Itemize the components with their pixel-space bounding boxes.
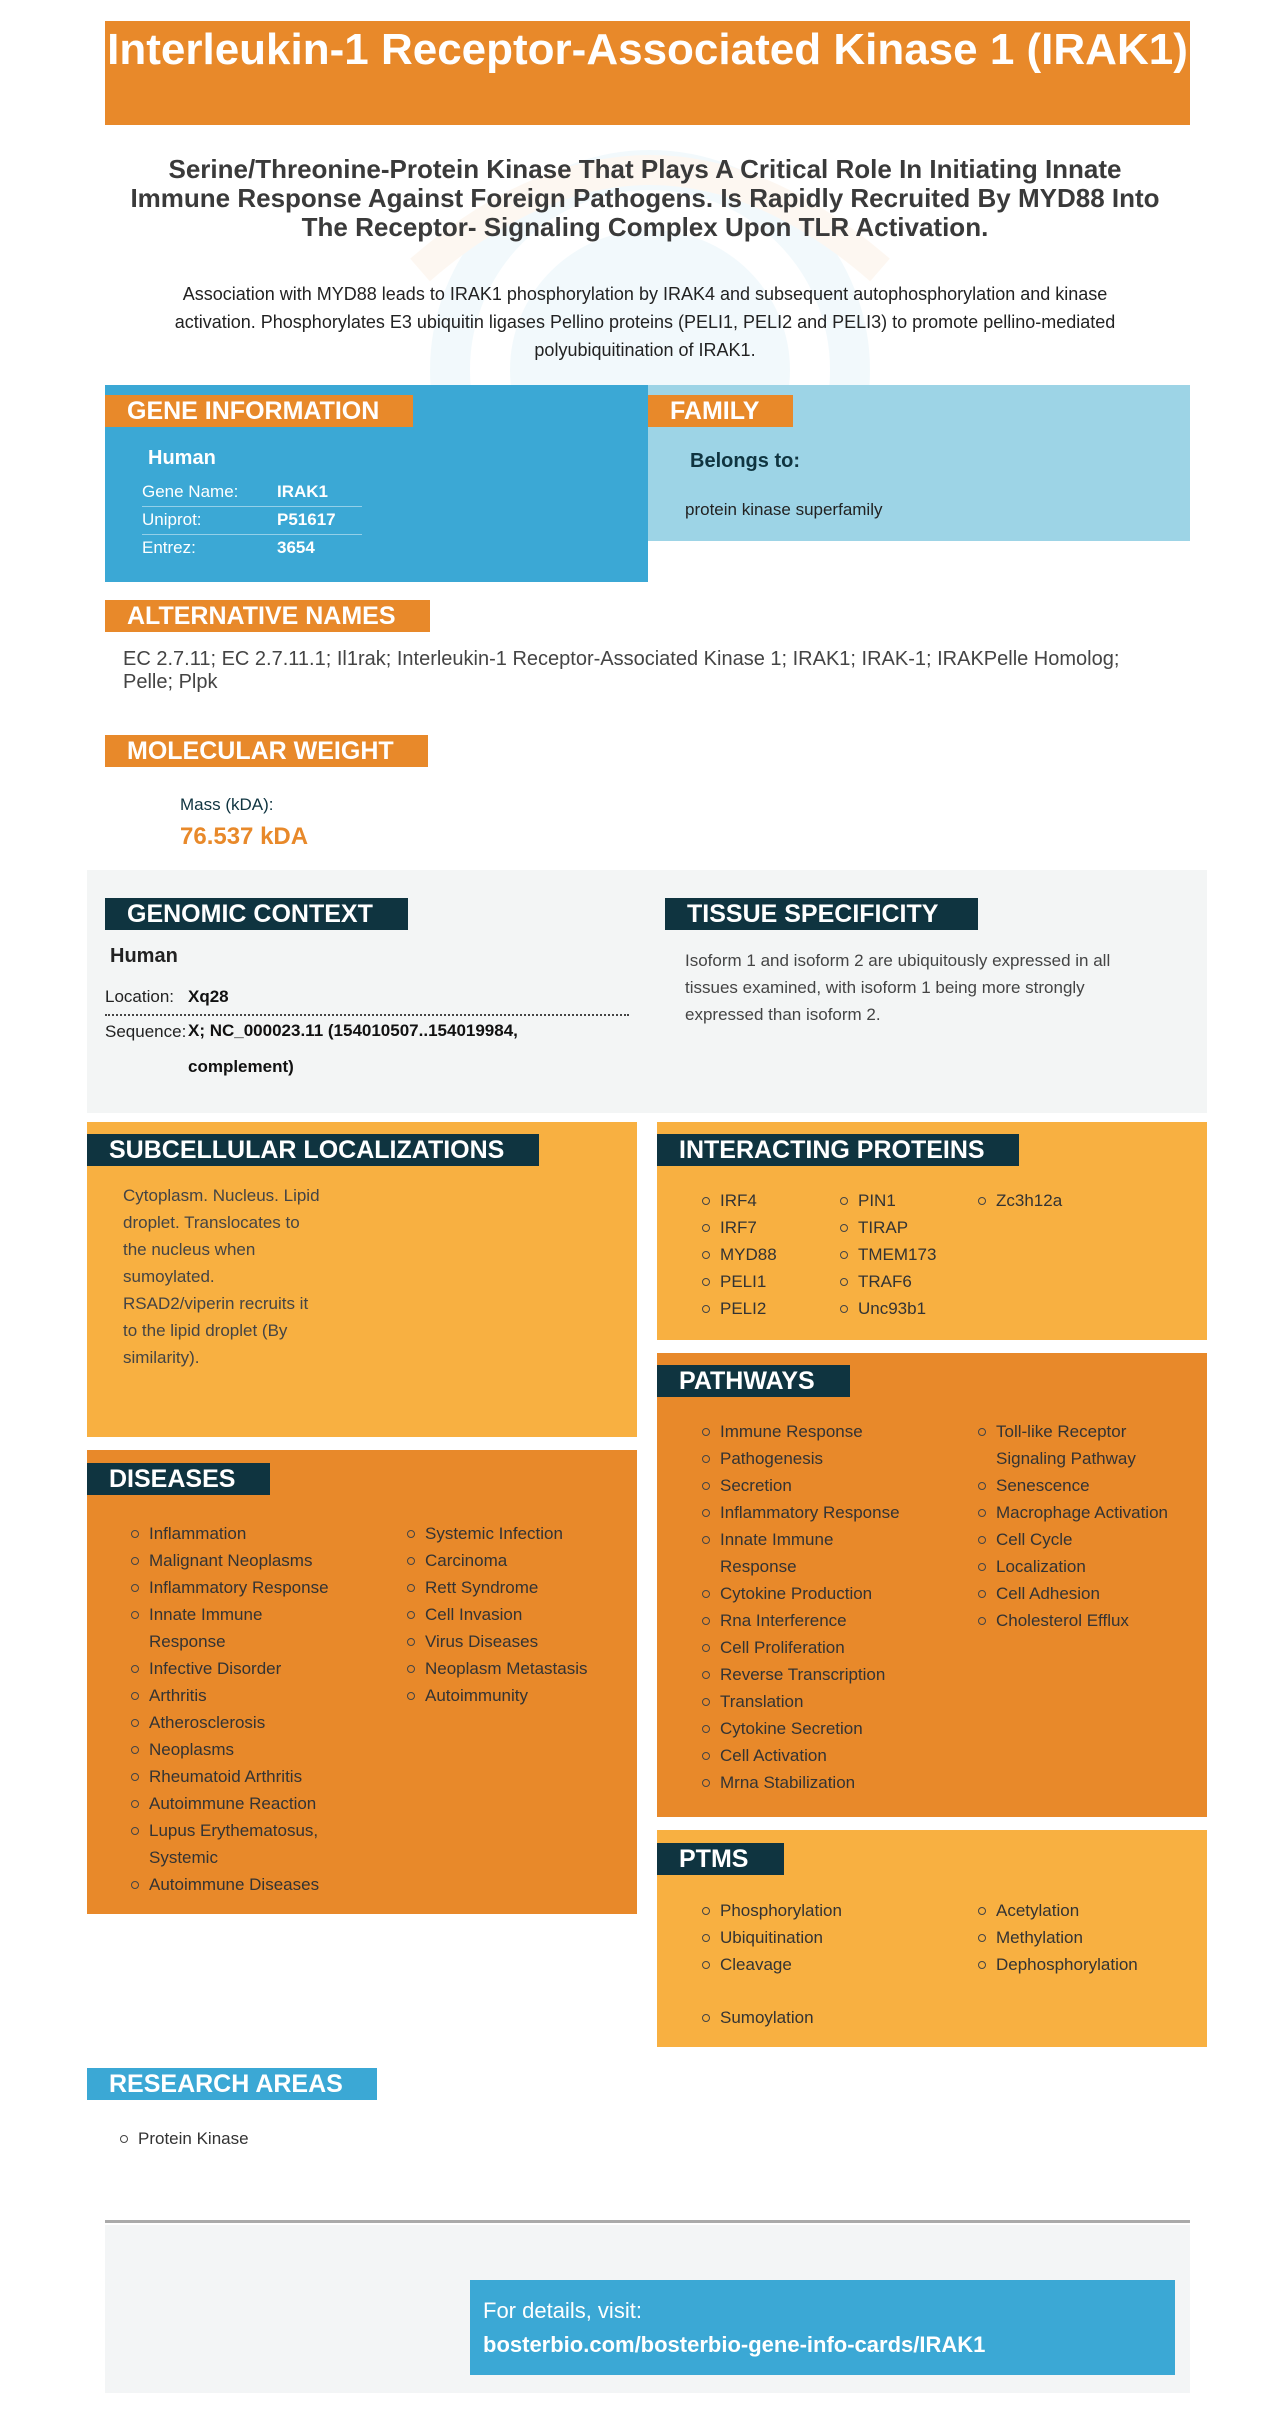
list-item: Unc93b1: [840, 1295, 936, 1322]
list-item: Pathogenesis: [702, 1445, 942, 1472]
alternative-names-header: ALTERNATIVE NAMES: [105, 600, 430, 632]
research-areas-list: [120, 2125, 249, 2152]
gene-row-entrez: [142, 535, 362, 563]
sequence-value: X; NC_000023.11 (154010507..154019984, complement): [188, 1021, 518, 1076]
genomic-species: Human: [110, 945, 178, 967]
list-item: Inflammatory Response: [702, 1499, 942, 1526]
pathways-header: PATHWAYS: [657, 1365, 850, 1397]
diseases-header: DISEASES: [87, 1463, 270, 1495]
mass-label: Mass (kDA):: [180, 795, 274, 814]
details-label: For details, visit:: [483, 2298, 642, 2323]
list-item: Zc3h12a: [978, 1187, 1062, 1214]
genomic-context-header: GENOMIC CONTEXT: [105, 898, 408, 930]
list-item: Dephosphorylation: [978, 1951, 1138, 1978]
list-item: IRF7: [702, 1214, 777, 1241]
list-item: Cell Activation: [702, 1742, 942, 1769]
gene-row-value: IRAK1: [277, 482, 329, 501]
list-item: Cell Proliferation: [702, 1634, 942, 1661]
pathways-list-1: [702, 1418, 942, 1796]
list-item: Atherosclerosis: [131, 1709, 361, 1736]
list-item: PIN1: [840, 1187, 936, 1214]
list-item: Acetylation: [978, 1897, 1138, 1924]
list-item: Cytokine Production: [702, 1580, 942, 1607]
list-item: Autoimmunity: [407, 1682, 627, 1709]
gene-species: Human: [148, 447, 216, 469]
gene-row-key: Entrez:: [142, 538, 196, 557]
list-item: Rna Interference: [702, 1607, 942, 1634]
interacting-proteins-list-2: [840, 1187, 936, 1322]
list-item: Cell Invasion: [407, 1601, 627, 1628]
interacting-proteins-header: INTERACTING PROTEINS: [657, 1134, 1019, 1166]
interacting-proteins-list-1: [702, 1187, 777, 1322]
family-header: FAMILY: [648, 395, 793, 427]
list-item: Macrophage Activation: [978, 1499, 1188, 1526]
interacting-proteins-list-3: [978, 1187, 1062, 1214]
ptms-list-2: [978, 1897, 1138, 1978]
ptms-list-1: [702, 1897, 842, 1978]
list-item: Infective Disorder: [131, 1655, 361, 1682]
alternative-names-text: EC 2.7.11; EC 2.7.11.1; Il1rak; Interleukin-1 Receptor-Associated Kinase 1; IRAK1; IRAK-1; IRAKPelle Homolog; Pelle; Plpk: [123, 648, 1120, 693]
list-item: Systemic Infection: [407, 1520, 627, 1547]
list-item: Arthritis: [131, 1682, 361, 1709]
tissue-specificity-header: TISSUE SPECIFICITY: [665, 898, 978, 930]
list-item: PELI1: [702, 1268, 777, 1295]
family-belongs-label: Belongs to:: [690, 450, 800, 472]
details-link[interactable]: bosterbio.com/bosterbio-gene-info-cards/IRAK1: [483, 2332, 986, 2357]
subcellular-header: SUBCELLULAR LOCALIZATIONS: [87, 1134, 539, 1166]
location-label: Location:: [105, 987, 174, 1006]
molecular-weight-header: MOLECULAR WEIGHT: [105, 735, 428, 767]
list-item: Reverse Transcription: [702, 1661, 942, 1688]
diseases-list-1: [131, 1520, 361, 1898]
page-title: Interleukin-1 Receptor-Associated Kinase 1 (IRAK1): [105, 21, 1190, 125]
list-item: Lupus Erythematosus, Systemic: [131, 1817, 341, 1871]
gene-row-name: [142, 479, 362, 507]
footer-divider: [105, 2220, 1190, 2223]
list-item: Immune Response: [702, 1418, 942, 1445]
research-areas-header: RESEARCH AREAS: [87, 2068, 377, 2100]
gene-row-key: Gene Name:: [142, 482, 239, 501]
list-item: Cleavage: [702, 1951, 842, 1978]
diseases-list-2: [407, 1520, 627, 1709]
page-subtitle: Serine/Threonine-Protein Kinase That Plays A Critical Role In Initiating Innate Immune Response Against Foreign Pathogens. Is Rapidly Recruited By MYD88 Into The Receptor- Signaling Complex Upon TLR Activation.: [130, 154, 1160, 242]
list-item: TIRAP: [840, 1214, 936, 1241]
list-item: Innate Immune Response: [702, 1526, 852, 1580]
list-item: Phosphorylation: [702, 1897, 842, 1924]
list-item: Rheumatoid Arthritis: [131, 1763, 361, 1790]
list-item: PELI2: [702, 1295, 777, 1322]
list-item: Rett Syndrome: [407, 1574, 627, 1601]
list-item: TMEM173: [840, 1241, 936, 1268]
list-item: Secretion: [702, 1472, 942, 1499]
gene-row-value: P51617: [277, 510, 336, 529]
sequence-label: Sequence:: [105, 1022, 187, 1041]
list-item: Malignant Neoplasms: [131, 1547, 361, 1574]
family-value: protein kinase superfamily: [685, 500, 883, 519]
tissue-specificity-text: Isoform 1 and isoform 2 are ubiquitously expressed in all tissues examined, with isoform 1 being more strongly expressed than isoform 2.: [685, 951, 1111, 1024]
list-item: Cell Adhesion: [978, 1580, 1188, 1607]
list-item: Toll-like Receptor Signaling Pathway: [978, 1418, 1158, 1472]
list-item: Inflammation: [131, 1520, 361, 1547]
list-item: Cholesterol Efflux: [978, 1607, 1188, 1634]
list-item: Innate Immune Response: [131, 1601, 281, 1655]
ptms-list-extra: [702, 2004, 814, 2031]
list-item: Inflammatory Response: [131, 1574, 361, 1601]
protein-description: Association with MYD88 leads to IRAK1 phosphorylation by IRAK4 and subsequent autophosphorylation and kinase activation. Phosphorylates E3 ubiquitin ligases Pellino proteins (PELI1, PELI2 and PELI3) to promote pellino-mediated polyubiquitination of IRAK1.: [174, 284, 1116, 360]
list-item: Methylation: [978, 1924, 1138, 1951]
gene-row-value: 3654: [277, 538, 315, 557]
list-item: Cytokine Secretion: [702, 1715, 942, 1742]
gene-information-header: GENE INFORMATION: [105, 395, 413, 427]
list-item: Localization: [978, 1553, 1188, 1580]
ptms-header: PTMS: [657, 1843, 784, 1875]
gene-row-uniprot: [142, 507, 362, 535]
list-item: Sumoylation: [702, 2004, 814, 2031]
list-item: Autoimmune Reaction: [131, 1790, 361, 1817]
list-item: TRAF6: [840, 1268, 936, 1295]
location-value: Xq28: [188, 987, 229, 1006]
subcellular-text: Cytoplasm. Nucleus. Lipid droplet. Translocates to the nucleus when sumoylated. RSAD2/viperin recruits it to the lipid droplet (By similarity).: [123, 1186, 320, 1367]
list-item: MYD88: [702, 1241, 777, 1268]
list-item: Carcinoma: [407, 1547, 627, 1574]
list-item: Neoplasm Metastasis: [407, 1655, 627, 1682]
list-item: Neoplasms: [131, 1736, 361, 1763]
details-link-box[interactable]: [470, 2280, 1175, 2375]
list-item: IRF4: [702, 1187, 777, 1214]
list-item: Mrna Stabilization: [702, 1769, 942, 1796]
gene-row-key: Uniprot:: [142, 510, 202, 529]
list-item: Virus Diseases: [407, 1628, 627, 1655]
list-item: Senescence: [978, 1472, 1188, 1499]
list-item: Protein Kinase: [120, 2125, 249, 2152]
list-item: Cell Cycle: [978, 1526, 1188, 1553]
list-item: Translation: [702, 1688, 942, 1715]
mass-value: 76.537 kDA: [180, 823, 309, 850]
pathways-list-2: [978, 1418, 1188, 1634]
list-item: Ubiquitination: [702, 1924, 842, 1951]
list-item: Autoimmune Diseases: [131, 1871, 361, 1898]
